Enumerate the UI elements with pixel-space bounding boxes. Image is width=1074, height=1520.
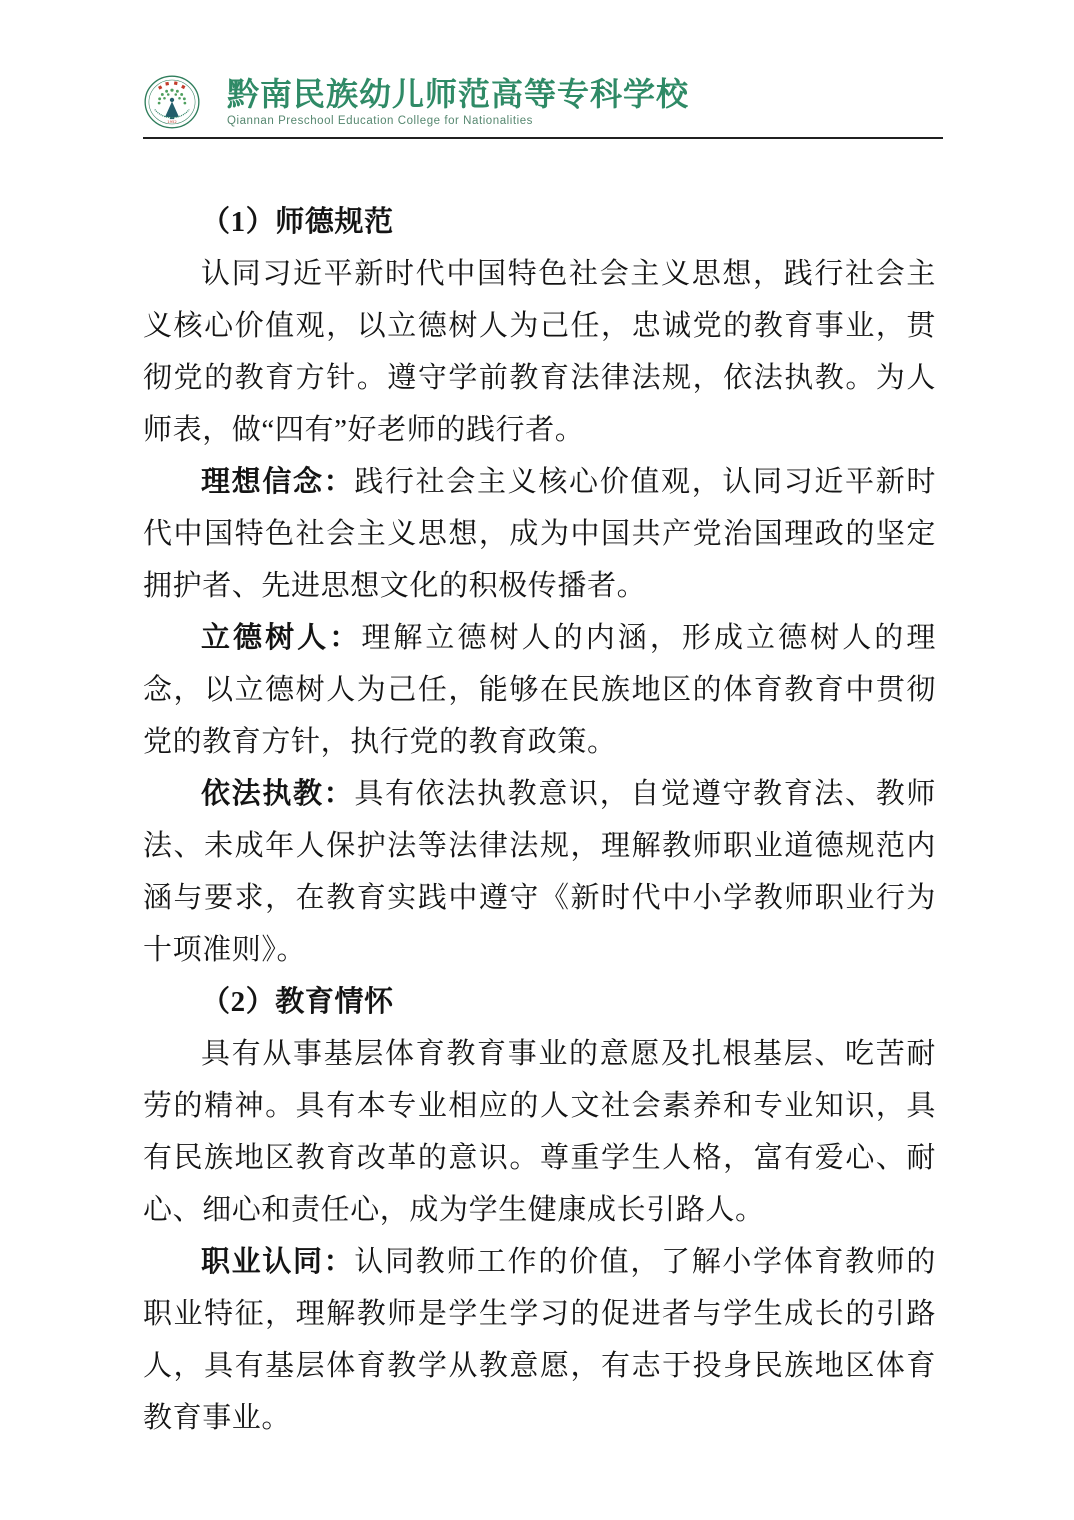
logo-year: 1952 — [167, 119, 177, 124]
paragraph — [143, 456, 936, 612]
paragraph-lead: 职业认同： — [201, 1246, 355, 1278]
paragraph-lead: 理想信念： — [201, 466, 355, 498]
paragraph-text: 认同教师工作的价值，了解小学体育教师的职业特征，理解教师是学生学习的促进者与学生成长的引路人，具有基层体育教学从教意愿，有志于投身民族地区体育教育事业。 — [143, 1246, 936, 1434]
paragraph-text: 理解立德树人的内涵，形成立德树人的理念，以立德树人为己任，能够在民族地区的体育教育中贯彻党的教育方针，执行党的教育政策。 — [143, 622, 936, 758]
paragraph — [143, 768, 936, 976]
header-row — [143, 74, 943, 130]
paragraph — [143, 1028, 936, 1236]
college-name-en: Qiannan Preschool Education College for Nationalities — [227, 115, 533, 128]
page-header — [143, 74, 943, 139]
paragraph-text: 践行社会主义核心价值观，认同习近平新时代中国特色社会主义思想，成为中国共产党治国理政的坚定拥护者、先进思想文化的积极传播者。 — [143, 466, 936, 602]
paragraph-text: 具有从事基层体育教育事业的意愿及扎根基层、吃苦耐劳的精神。具有本专业相应的人文社会素养和专业知识，具有民族地区教育改革的意识。尊重学生人格，富有爱心、耐心、细心和责任心，成为学生健康成长引路人。 — [143, 1038, 936, 1226]
college-logo-icon — [143, 74, 201, 130]
paragraph — [143, 612, 936, 768]
paragraph-lead: 立德树人： — [201, 622, 362, 654]
section-heading-2: （2）教育情怀 — [201, 986, 394, 1018]
paragraph — [143, 248, 936, 456]
paragraph — [143, 1236, 936, 1444]
header-divider — [143, 137, 943, 139]
paragraph-lead: 依法执教： — [201, 778, 355, 810]
college-titles — [227, 77, 689, 128]
document-body — [143, 196, 936, 1444]
paragraph-text: 具有依法执教意识，自觉遵守教育法、教师法、未成年人保护法等法律法规，理解教师职业道德规范内涵与要求，在教育实践中遵守《新时代中小学教师职业行为十项准则》。 — [143, 778, 936, 966]
college-name-zh: 黔南民族幼儿师范高等专科学校 — [227, 75, 690, 112]
paragraph-text: 认同习近平新时代中国特色社会主义思想，践行社会主义核心价值观，以立德树人为己任，忠诚党的教育事业，贯彻党的教育方针。遵守学前教育法律法规，依法执教。为人师表，做“四有”好老师的践行者。 — [143, 258, 936, 446]
section-heading-1: （1）师德规范 — [201, 206, 394, 238]
